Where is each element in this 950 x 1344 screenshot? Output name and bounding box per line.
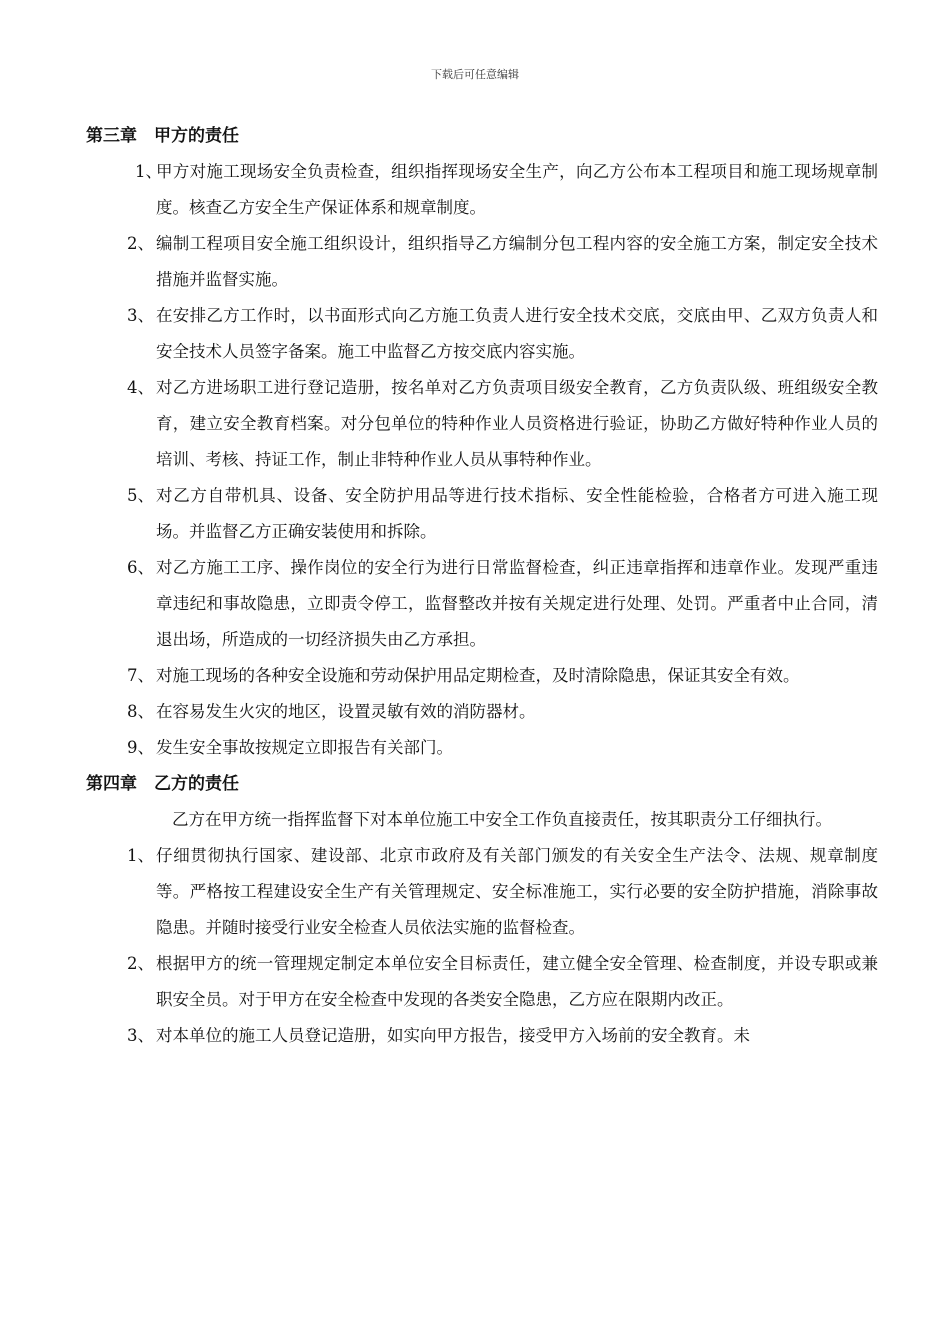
item-number: 2、 — [127, 234, 154, 253]
item-text: 编制工程项目安全施工组织设计，组织指导乙方编制分包工程内容的安全施工方案，制定安全技术措施并监督实施。 — [156, 234, 878, 289]
chapter-3-item-7 — [86, 658, 878, 694]
chapter-3-item-3 — [86, 298, 878, 370]
item-number: 9、 — [127, 738, 154, 757]
item-number: 1、 — [127, 846, 154, 865]
chapter-3-item-4 — [86, 370, 878, 478]
chapter-3-item-9 — [86, 730, 878, 766]
item-number: 3、 — [127, 306, 154, 325]
chapter-4-item-2 — [86, 946, 878, 1018]
item-number: 7、 — [127, 666, 154, 685]
item-text: 对本单位的施工人员登记造册，如实向甲方报告，接受甲方入场前的安全教育。未 — [156, 1026, 750, 1045]
chapter-4-item-3 — [86, 1018, 878, 1054]
item-text: 根据甲方的统一管理规定制定本单位安全目标责任，建立健全安全管理、检查制度，并设专职或兼职安全员。对于甲方在安全检查中发现的各类安全隐患，乙方应在限期内改正。 — [156, 954, 878, 1009]
chapter-3-item-1 — [86, 154, 878, 226]
item-number: 6、 — [127, 558, 154, 577]
item-text: 仔细贯彻执行国家、建设部、北京市政府及有关部门颁发的有关安全生产法令、法规、规章制度等。严格按工程建设安全生产有关管理规定、安全标准施工，实行必要的安全防护措施，消除事故隐患。并随时接受行业安全检查人员依法实施的监督检查。 — [156, 846, 878, 937]
chapter-3-title: 第三章 甲方的责任 — [86, 126, 239, 146]
chapter-3-item-2 — [86, 226, 878, 298]
chapter-3-item-6 — [86, 550, 878, 658]
item-text: 甲方对施工现场安全负责检查，组织指挥现场安全生产，向乙方公布本工程项目和施工现场规章制度。核查乙方安全生产保证体系和规章制度。 — [156, 162, 878, 217]
item-number: 2、 — [127, 954, 154, 973]
document-body — [86, 118, 878, 1054]
item-text: 在容易发生火灾的地区，设置灵敏有效的消防器材。 — [156, 702, 536, 721]
item-text: 对施工现场的各种安全设施和劳动保护用品定期检查，及时清除隐患，保证其安全有效。 — [156, 666, 800, 685]
item-number: 4、 — [127, 378, 154, 397]
item-text: 对乙方进场职工进行登记造册，按名单对乙方负责项目级安全教育，乙方负责队级、班组级安全教育，建立安全教育档案。对分包单位的特种作业人员资格进行验证，协助乙方做好特种作业人员的培训、考核、持证工作，制止非特种作业人员从事特种作业。 — [156, 378, 878, 469]
item-text: 在安排乙方工作时，以书面形式向乙方施工负责人进行安全技术交底，交底由甲、乙双方负责人和安全技术人员签字备案。施工中监督乙方按交底内容实施。 — [156, 306, 878, 361]
item-number: 1、 — [135, 162, 162, 181]
chapter-4-title: 第四章 乙方的责任 — [86, 774, 239, 794]
chapter-3-item-8 — [86, 694, 878, 730]
item-text: 对乙方施工工序、操作岗位的安全行为进行日常监督检查，纠正违章指挥和违章作业。发现严重违章违纪和事故隐患，立即责令停工，监督整改并按有关规定进行处理、处罚。严重者中止合同，清退出场，所造成的一切经济损失由乙方承担。 — [156, 558, 878, 649]
item-number: 8、 — [127, 702, 154, 721]
chapter-4-intro: 乙方在甲方统一指挥监督下对本单位施工中安全工作负直接责任，按其职责分工仔细执行。 — [172, 810, 832, 829]
chapter-3-item-5 — [86, 478, 878, 550]
page-header: 下载后可任意编辑 — [431, 68, 519, 81]
chapter-4-item-1 — [86, 838, 878, 946]
item-number: 5、 — [127, 486, 154, 505]
item-text: 对乙方自带机具、设备、安全防护用品等进行技术指标、安全性能检验，合格者方可进入施工现场。并监督乙方正确安装使用和拆除。 — [156, 486, 878, 541]
item-text: 发生安全事故按规定立即报告有关部门。 — [156, 738, 453, 757]
item-number: 3、 — [127, 1026, 154, 1045]
